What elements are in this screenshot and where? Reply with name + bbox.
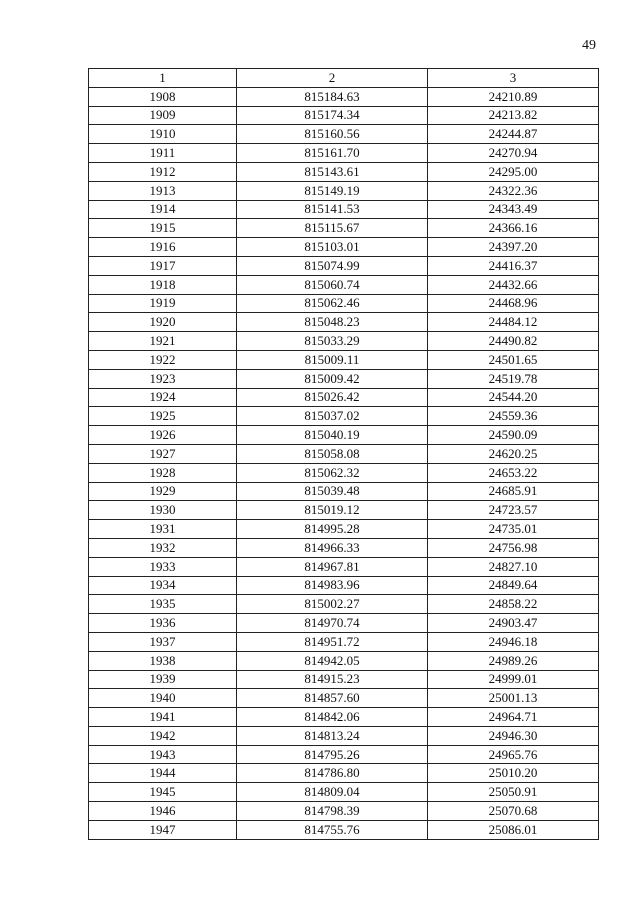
table-cell-col-1: 1928 [89,463,237,482]
table-cell-col-1: 1939 [89,670,237,689]
table-row [89,802,599,821]
table-cell-col-1: 1911 [89,144,237,163]
table-cell-col-3: 24366.16 [428,219,599,238]
table-cell-col-2: 814967.81 [237,557,428,576]
table-row [89,689,599,708]
table-cell-col-3: 24946.18 [428,632,599,651]
table-row [89,764,599,783]
table-cell-col-2: 814942.05 [237,651,428,670]
table-cell-col-1: 1945 [89,783,237,802]
table-cell-col-3: 24849.64 [428,576,599,595]
table-cell-col-1: 1921 [89,332,237,351]
table-row [89,783,599,802]
table-row [89,407,599,426]
table-cell-col-1: 1920 [89,313,237,332]
table-row [89,181,599,200]
table-row [89,463,599,482]
table-row [89,501,599,520]
table-cell-col-1: 1932 [89,538,237,557]
table-cell-col-2: 815033.29 [237,332,428,351]
column-header-2: 2 [237,69,428,88]
table-row [89,632,599,651]
table-row [89,106,599,125]
table-row [89,388,599,407]
table-cell-col-2: 814795.26 [237,745,428,764]
table-cell-col-3: 24484.12 [428,313,599,332]
table-cell-col-3: 24559.36 [428,407,599,426]
table-cell-col-2: 815048.23 [237,313,428,332]
table-row [89,144,599,163]
table-row [89,820,599,839]
table-cell-col-2: 815174.34 [237,106,428,125]
table-cell-col-3: 24213.82 [428,106,599,125]
table-row [89,256,599,275]
table-cell-col-1: 1909 [89,106,237,125]
column-header-1: 1 [89,69,237,88]
table-cell-col-3: 24756.98 [428,538,599,557]
table-row [89,614,599,633]
table-cell-col-1: 1940 [89,689,237,708]
table-cell-col-2: 814813.24 [237,726,428,745]
table-cell-col-2: 815141.53 [237,200,428,219]
table-cell-col-3: 24501.65 [428,350,599,369]
table-cell-col-3: 24416.37 [428,256,599,275]
table-cell-col-1: 1913 [89,181,237,200]
table-cell-col-1: 1938 [89,651,237,670]
table-cell-col-3: 24397.20 [428,238,599,257]
table-cell-col-2: 815160.56 [237,125,428,144]
table-cell-col-3: 24989.26 [428,651,599,670]
table-cell-col-2: 814809.04 [237,783,428,802]
table-cell-col-1: 1935 [89,595,237,614]
table-cell-col-3: 24999.01 [428,670,599,689]
table-row [89,332,599,351]
table-row [89,369,599,388]
table-cell-col-3: 24723.57 [428,501,599,520]
table-cell-col-3: 24964.71 [428,708,599,727]
table-cell-col-2: 814798.39 [237,802,428,821]
table-cell-col-2: 815062.32 [237,463,428,482]
table-cell-col-3: 24903.47 [428,614,599,633]
table-cell-col-2: 814755.76 [237,820,428,839]
table-cell-col-3: 24544.20 [428,388,599,407]
table-row [89,482,599,501]
table-cell-col-1: 1910 [89,125,237,144]
table-row [89,313,599,332]
table-header [89,69,599,88]
table-cell-col-3: 25010.20 [428,764,599,783]
table-cell-col-3: 24735.01 [428,520,599,539]
table-row [89,294,599,313]
table-cell-col-1: 1927 [89,444,237,463]
table-row [89,87,599,106]
table-cell-col-3: 24519.78 [428,369,599,388]
table-cell-col-1: 1931 [89,520,237,539]
table-row [89,426,599,445]
table-cell-col-3: 24210.89 [428,87,599,106]
table-cell-col-2: 815058.08 [237,444,428,463]
table-cell-col-1: 1946 [89,802,237,821]
table-cell-col-3: 24343.49 [428,200,599,219]
table-cell-col-3: 24295.00 [428,162,599,181]
table-cell-col-3: 24432.66 [428,275,599,294]
table-cell-col-1: 1924 [89,388,237,407]
table-cell-col-3: 25050.91 [428,783,599,802]
table-cell-col-1: 1933 [89,557,237,576]
table-cell-col-2: 815143.61 [237,162,428,181]
table-cell-col-1: 1917 [89,256,237,275]
table-row [89,557,599,576]
table-cell-col-1: 1912 [89,162,237,181]
table-cell-col-3: 24965.76 [428,745,599,764]
table-cell-col-2: 815115.67 [237,219,428,238]
table-cell-col-1: 1930 [89,501,237,520]
table-cell-col-1: 1908 [89,87,237,106]
table-cell-col-3: 24858.22 [428,595,599,614]
table-cell-col-1: 1947 [89,820,237,839]
table-cell-col-1: 1914 [89,200,237,219]
table-body [89,87,599,839]
table-row [89,520,599,539]
table-cell-col-1: 1919 [89,294,237,313]
table-cell-col-1: 1944 [89,764,237,783]
table-cell-col-2: 814970.74 [237,614,428,633]
table-row [89,162,599,181]
table-row [89,651,599,670]
table-row [89,538,599,557]
table-row [89,595,599,614]
table-cell-col-2: 814842.06 [237,708,428,727]
table-cell-col-3: 25086.01 [428,820,599,839]
table-cell-col-2: 815009.42 [237,369,428,388]
table-cell-col-1: 1918 [89,275,237,294]
coordinates-table [88,68,599,840]
table-cell-col-2: 814915.23 [237,670,428,689]
table-cell-col-2: 815074.99 [237,256,428,275]
table-cell-col-2: 814857.60 [237,689,428,708]
table-cell-col-3: 24490.82 [428,332,599,351]
table-row [89,200,599,219]
table-cell-col-2: 814995.28 [237,520,428,539]
table-cell-col-1: 1922 [89,350,237,369]
table-cell-col-2: 815037.02 [237,407,428,426]
table-row [89,219,599,238]
table-cell-col-1: 1923 [89,369,237,388]
table-cell-col-1: 1916 [89,238,237,257]
table-row [89,745,599,764]
table-cell-col-2: 815019.12 [237,501,428,520]
table-cell-col-2: 814966.33 [237,538,428,557]
table-cell-col-2: 814951.72 [237,632,428,651]
table-row [89,350,599,369]
table-cell-col-2: 814786.80 [237,764,428,783]
table-cell-col-2: 815040.19 [237,426,428,445]
table-cell-col-1: 1941 [89,708,237,727]
table-cell-col-1: 1942 [89,726,237,745]
table-header-row [89,69,599,88]
table-row [89,275,599,294]
table-cell-col-1: 1943 [89,745,237,764]
table-cell-col-1: 1937 [89,632,237,651]
table-cell-col-3: 24270.94 [428,144,599,163]
table-row [89,444,599,463]
table-cell-col-3: 24946.30 [428,726,599,745]
table-cell-col-1: 1934 [89,576,237,595]
table-cell-col-3: 24620.25 [428,444,599,463]
column-header-3: 3 [428,69,599,88]
table-row [89,125,599,144]
table-cell-col-3: 24590.09 [428,426,599,445]
table-cell-col-2: 815103.01 [237,238,428,257]
table-cell-col-3: 24827.10 [428,557,599,576]
table-cell-col-3: 25070.68 [428,802,599,821]
table-row [89,708,599,727]
table-cell-col-3: 24244.87 [428,125,599,144]
table-cell-col-2: 815002.27 [237,595,428,614]
table-cell-col-1: 1936 [89,614,237,633]
coordinates-table-container [88,68,598,840]
table-row [89,238,599,257]
table-cell-col-3: 24468.96 [428,294,599,313]
table-row [89,726,599,745]
table-row [89,576,599,595]
table-cell-col-2: 815161.70 [237,144,428,163]
table-cell-col-3: 24685.91 [428,482,599,501]
table-cell-col-2: 815039.48 [237,482,428,501]
table-cell-col-3: 25001.13 [428,689,599,708]
table-cell-col-2: 815062.46 [237,294,428,313]
page-number: 49 [582,38,596,53]
table-cell-col-2: 814983.96 [237,576,428,595]
table-cell-col-1: 1929 [89,482,237,501]
table-cell-col-2: 815026.42 [237,388,428,407]
table-cell-col-2: 815184.63 [237,87,428,106]
table-cell-col-1: 1915 [89,219,237,238]
table-cell-col-3: 24322.36 [428,181,599,200]
table-row [89,670,599,689]
table-cell-col-2: 815060.74 [237,275,428,294]
table-cell-col-1: 1925 [89,407,237,426]
table-cell-col-2: 815149.19 [237,181,428,200]
table-cell-col-1: 1926 [89,426,237,445]
table-cell-col-2: 815009.11 [237,350,428,369]
table-cell-col-3: 24653.22 [428,463,599,482]
